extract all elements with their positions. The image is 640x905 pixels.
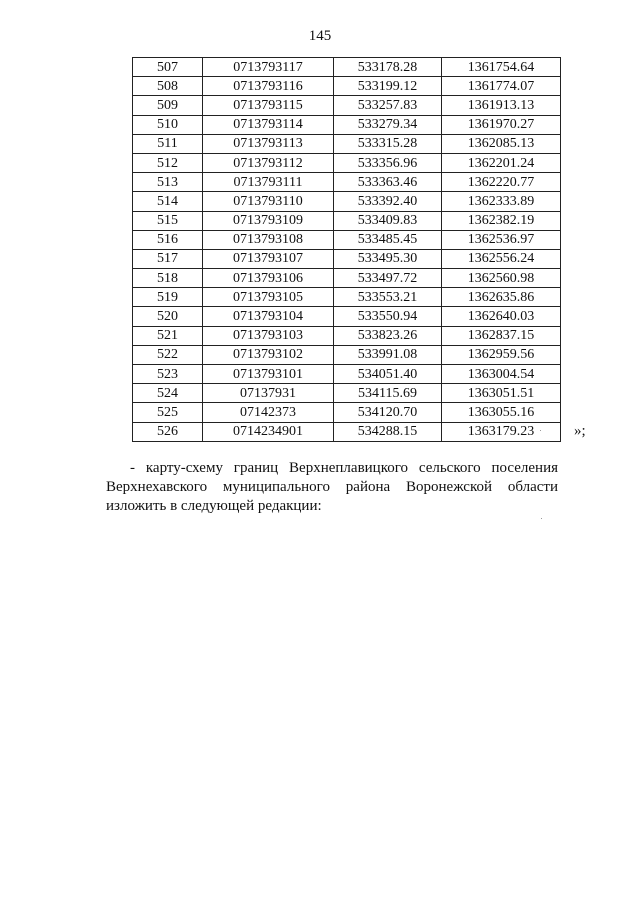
table-row <box>133 307 561 326</box>
coordinate-y-cell: 1362556.24 <box>442 249 561 268</box>
coordinates-table <box>132 57 561 442</box>
table-row <box>133 249 561 268</box>
scan-speck <box>541 518 542 519</box>
point-code-cell: 0713793110 <box>203 192 334 211</box>
table-row <box>133 96 561 115</box>
coordinate-x-cell: 533823.26 <box>334 326 442 345</box>
point-number-cell: 516 <box>133 230 203 249</box>
coordinate-y-cell: 1361913.13 <box>442 96 561 115</box>
coordinate-y-cell: 1361774.07 <box>442 77 561 96</box>
table-row <box>133 153 561 172</box>
coordinate-x-cell: 533279.34 <box>334 115 442 134</box>
point-code-cell: 0713793116 <box>203 77 334 96</box>
point-number-cell: 519 <box>133 288 203 307</box>
table-row <box>133 230 561 249</box>
coordinate-y-cell: 1362560.98 <box>442 269 561 288</box>
coordinate-y-cell: 1362085.13 <box>442 134 561 153</box>
point-number-cell: 515 <box>133 211 203 230</box>
coordinate-y-cell: 1362640.03 <box>442 307 561 326</box>
coordinate-y-cell: 1363004.54 <box>442 365 561 384</box>
point-code-cell: 0713793103 <box>203 326 334 345</box>
table-row <box>133 345 561 364</box>
point-number-cell: 518 <box>133 269 203 288</box>
point-number-cell: 513 <box>133 173 203 192</box>
table-row <box>133 365 561 384</box>
table-row <box>133 288 561 307</box>
point-number-cell: 525 <box>133 403 203 422</box>
coordinate-y-cell: 1362959.56 <box>442 345 561 364</box>
point-number-cell: 520 <box>133 307 203 326</box>
page-number: 145 <box>308 28 332 44</box>
coordinate-y-cell: 1361970.27 <box>442 115 561 134</box>
table-row <box>133 326 561 345</box>
coordinate-y-cell: 1362837.15 <box>442 326 561 345</box>
point-code-cell: 0713793107 <box>203 249 334 268</box>
coordinate-x-cell: 533178.28 <box>334 58 442 77</box>
table-row <box>133 403 561 422</box>
coordinate-x-cell: 533356.96 <box>334 153 442 172</box>
coordinate-x-cell: 533497.72 <box>334 269 442 288</box>
point-code-cell: 0714234901 <box>203 422 334 441</box>
point-number-cell: 521 <box>133 326 203 345</box>
coordinate-x-cell: 534051.40 <box>334 365 442 384</box>
point-code-cell: 0713793114 <box>203 115 334 134</box>
coordinate-y-cell: 1363055.16 <box>442 403 561 422</box>
point-number-cell: 517 <box>133 249 203 268</box>
point-code-cell: 0713793105 <box>203 288 334 307</box>
point-code-cell: 0713793111 <box>203 173 334 192</box>
coordinate-y-cell: 1363051.51 <box>442 384 561 403</box>
point-number-cell: 524 <box>133 384 203 403</box>
table-row <box>133 77 561 96</box>
closing-quote: »; <box>574 423 586 439</box>
point-number-cell: 510 <box>133 115 203 134</box>
coordinate-x-cell: 533315.28 <box>334 134 442 153</box>
point-code-cell: 0713793112 <box>203 153 334 172</box>
table-row <box>133 384 561 403</box>
point-code-cell: 0713793101 <box>203 365 334 384</box>
point-number-cell: 522 <box>133 345 203 364</box>
table-row <box>133 422 561 441</box>
point-code-cell: 07142373 <box>203 403 334 422</box>
coordinate-x-cell: 533991.08 <box>334 345 442 364</box>
point-code-cell: 0713793102 <box>203 345 334 364</box>
instruction-paragraph: - карту-схему границ Верхнеплавицкого сельского поселения Верхнехавского муниципального района Воронежской области изложить в следующей редакции: <box>106 460 558 514</box>
coordinate-x-cell: 533495.30 <box>334 249 442 268</box>
coordinate-x-cell: 534120.70 <box>334 403 442 422</box>
coordinate-y-cell: 1362635.86 <box>442 288 561 307</box>
table-row <box>133 211 561 230</box>
coordinate-y-cell: 1363179.23 <box>442 422 561 441</box>
coordinate-x-cell: 533485.45 <box>334 230 442 249</box>
point-code-cell: 0713793113 <box>203 134 334 153</box>
point-code-cell: 0713793106 <box>203 269 334 288</box>
coordinate-y-cell: 1362536.97 <box>442 230 561 249</box>
coordinate-x-cell: 534288.15 <box>334 422 442 441</box>
table-row <box>133 173 561 192</box>
point-number-cell: 523 <box>133 365 203 384</box>
coordinate-x-cell: 533553.21 <box>334 288 442 307</box>
coordinate-x-cell: 533363.46 <box>334 173 442 192</box>
table-row <box>133 269 561 288</box>
coordinate-y-cell: 1362382.19 <box>442 211 561 230</box>
table-row <box>133 134 561 153</box>
table-row <box>133 58 561 77</box>
scan-speck <box>540 430 541 431</box>
point-number-cell: 508 <box>133 77 203 96</box>
point-code-cell: 0713793117 <box>203 58 334 77</box>
point-code-cell: 0713793109 <box>203 211 334 230</box>
coordinate-y-cell: 1362333.89 <box>442 192 561 211</box>
coordinate-x-cell: 533550.94 <box>334 307 442 326</box>
point-code-cell: 0713793108 <box>203 230 334 249</box>
table-row <box>133 115 561 134</box>
coordinate-y-cell: 1362201.24 <box>442 153 561 172</box>
point-number-cell: 512 <box>133 153 203 172</box>
coordinate-y-cell: 1361754.64 <box>442 58 561 77</box>
point-number-cell: 526 <box>133 422 203 441</box>
point-code-cell: 0713793104 <box>203 307 334 326</box>
point-code-cell: 0713793115 <box>203 96 334 115</box>
coordinate-x-cell: 534115.69 <box>334 384 442 403</box>
point-number-cell: 514 <box>133 192 203 211</box>
point-number-cell: 507 <box>133 58 203 77</box>
coordinates-table-body <box>133 58 561 442</box>
point-number-cell: 509 <box>133 96 203 115</box>
table-row <box>133 192 561 211</box>
point-number-cell: 511 <box>133 134 203 153</box>
coordinate-x-cell: 533199.12 <box>334 77 442 96</box>
coordinate-x-cell: 533392.40 <box>334 192 442 211</box>
coordinate-y-cell: 1362220.77 <box>442 173 561 192</box>
coordinate-x-cell: 533257.83 <box>334 96 442 115</box>
coordinate-x-cell: 533409.83 <box>334 211 442 230</box>
point-code-cell: 07137931 <box>203 384 334 403</box>
